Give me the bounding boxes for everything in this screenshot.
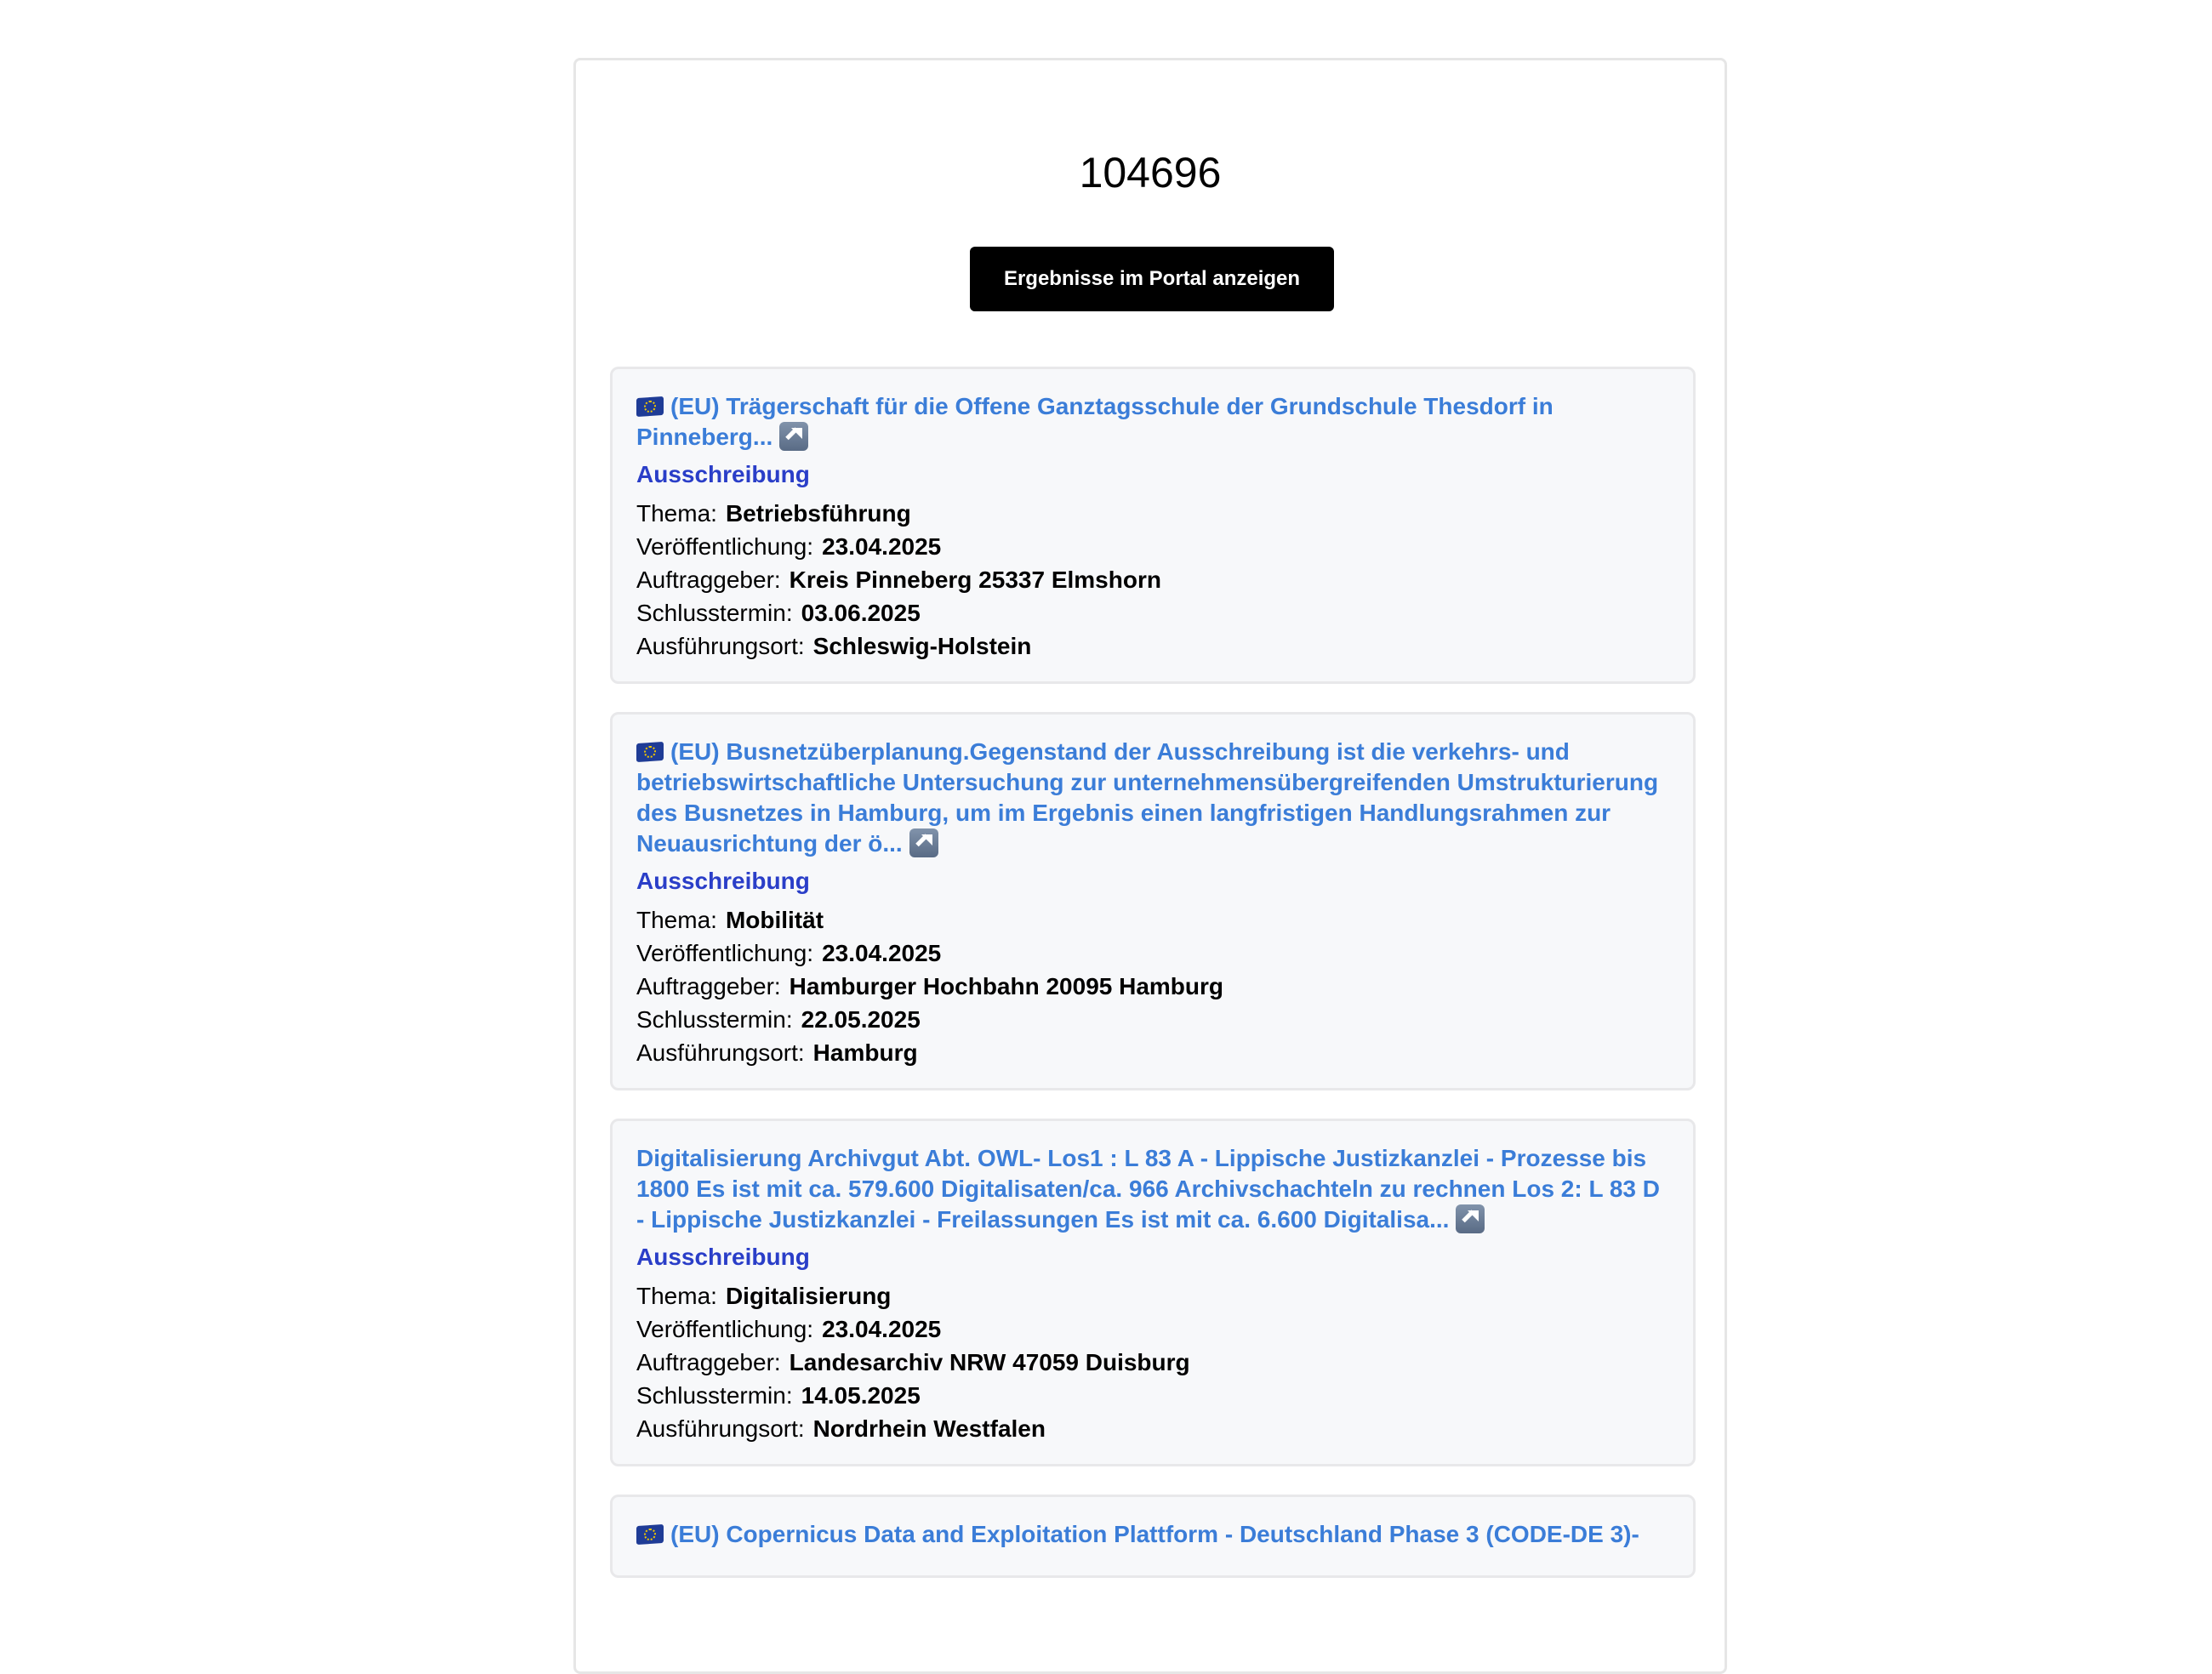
meta-auftraggeber (636, 563, 1669, 596)
meta-label: Ausführungsort: (636, 633, 805, 659)
result-count: 104696 (1079, 149, 1222, 196)
result-type: Ausschreibung (636, 868, 810, 894)
meta-schlusstermin (636, 1003, 1669, 1036)
meta-schlusstermin (636, 596, 1669, 629)
eu-flag-icon (636, 396, 664, 417)
eu-flag-icon (636, 1524, 664, 1545)
result-card (610, 1119, 1696, 1466)
result-title-link[interactable] (636, 1143, 1669, 1235)
result-title: (EU) Trägerschaft für die Offene Ganztagsschule der Grundschule Thesdorf in Pinneberg... (636, 393, 1554, 450)
meta-value: Digitalisierung (725, 1283, 892, 1309)
meta-label: Auftraggeber: (636, 567, 781, 593)
meta-ausfuehrungsort (636, 1036, 1669, 1069)
meta-veroeffentlichung (636, 1312, 1669, 1346)
result-title-link[interactable] (636, 391, 1669, 453)
show-in-portal-button[interactable]: Ergebnisse im Portal anzeigen (970, 247, 1334, 311)
meta-veroeffentlichung (636, 937, 1669, 970)
meta-value: 03.06.2025 (801, 600, 921, 626)
results-panel (573, 58, 1727, 1674)
meta-label: Thema: (636, 907, 717, 933)
meta-veroeffentlichung (636, 530, 1669, 563)
result-type: Ausschreibung (636, 461, 810, 487)
meta-label: Thema: (636, 500, 717, 527)
meta-value: Hamburg (812, 1039, 918, 1066)
meta-value: Kreis Pinneberg 25337 Elmshorn (789, 567, 1161, 593)
meta-value: Mobilität (725, 907, 824, 933)
meta-value: Hamburger Hochbahn 20095 Hamburg (789, 973, 1224, 999)
meta-thema (636, 1279, 1669, 1312)
meta-auftraggeber (636, 1346, 1669, 1379)
results-list (610, 367, 1696, 1606)
meta-label: Veröffentlichung: (636, 533, 814, 560)
meta-label: Auftraggeber: (636, 1349, 781, 1375)
result-title-link[interactable] (636, 1519, 1669, 1550)
meta-label: Schlusstermin: (636, 600, 793, 626)
result-title: Digitalisierung Archivgut Abt. OWL- Los1 : L 83 A - Lippische Justizkanzlei - Prozesse bis 1800 Es ist mit ca. 579.600 Digitalisaten/ca. 966 Archivschachteln zu rechnen Los 2: L 83 D - Lippische Justizkanzlei - Freilassungen Es ist mit ca. 6.600 Digitalisa... (636, 1145, 1660, 1233)
meta-ausfuehrungsort (636, 629, 1669, 663)
result-title-link[interactable] (636, 737, 1669, 859)
external-link-icon[interactable] (779, 422, 808, 451)
result-type: Ausschreibung (636, 1244, 810, 1270)
result-title: (EU) Copernicus Data and Exploitation Plattform - Deutschland Phase 3 (CODE-DE 3)- (670, 1521, 1639, 1547)
meta-label: Schlusstermin: (636, 1382, 793, 1409)
meta-value: 22.05.2025 (801, 1006, 921, 1033)
meta-value: 14.05.2025 (801, 1382, 921, 1409)
meta-thema (636, 903, 1669, 937)
meta-label: Veröffentlichung: (636, 1316, 814, 1342)
result-card (610, 367, 1696, 684)
meta-auftraggeber (636, 970, 1669, 1003)
external-link-icon[interactable] (909, 828, 938, 857)
meta-label: Auftraggeber: (636, 973, 781, 999)
result-title: (EU) Busnetzüberplanung.Gegenstand der Ausschreibung ist die verkehrs- und betriebswirtschaftliche Untersuchung zur unternehmensübergreifenden Umstrukturierung des Busnetzes in Hamburg, um im Ergebnis einen langfristigen Handlungsrahmen zur Neuausrichtung der ö... (636, 738, 1659, 857)
meta-schlusstermin (636, 1379, 1669, 1412)
external-link-icon[interactable] (1456, 1204, 1485, 1233)
meta-value: Betriebsführung (725, 500, 911, 527)
meta-label: Schlusstermin: (636, 1006, 793, 1033)
meta-value: Landesarchiv NRW 47059 Duisburg (789, 1349, 1190, 1375)
meta-thema (636, 497, 1669, 530)
result-card (610, 712, 1696, 1090)
meta-value: Nordrhein Westfalen (812, 1415, 1046, 1442)
result-card (610, 1495, 1696, 1578)
meta-value: 23.04.2025 (822, 940, 942, 966)
meta-label: Thema: (636, 1283, 717, 1309)
meta-ausfuehrungsort (636, 1412, 1669, 1445)
meta-label: Veröffentlichung: (636, 940, 814, 966)
eu-flag-icon (636, 742, 664, 762)
meta-value: Schleswig-Holstein (812, 633, 1032, 659)
meta-label: Ausführungsort: (636, 1415, 805, 1442)
meta-value: 23.04.2025 (822, 533, 942, 560)
meta-label: Ausführungsort: (636, 1039, 805, 1066)
meta-value: 23.04.2025 (822, 1316, 942, 1342)
